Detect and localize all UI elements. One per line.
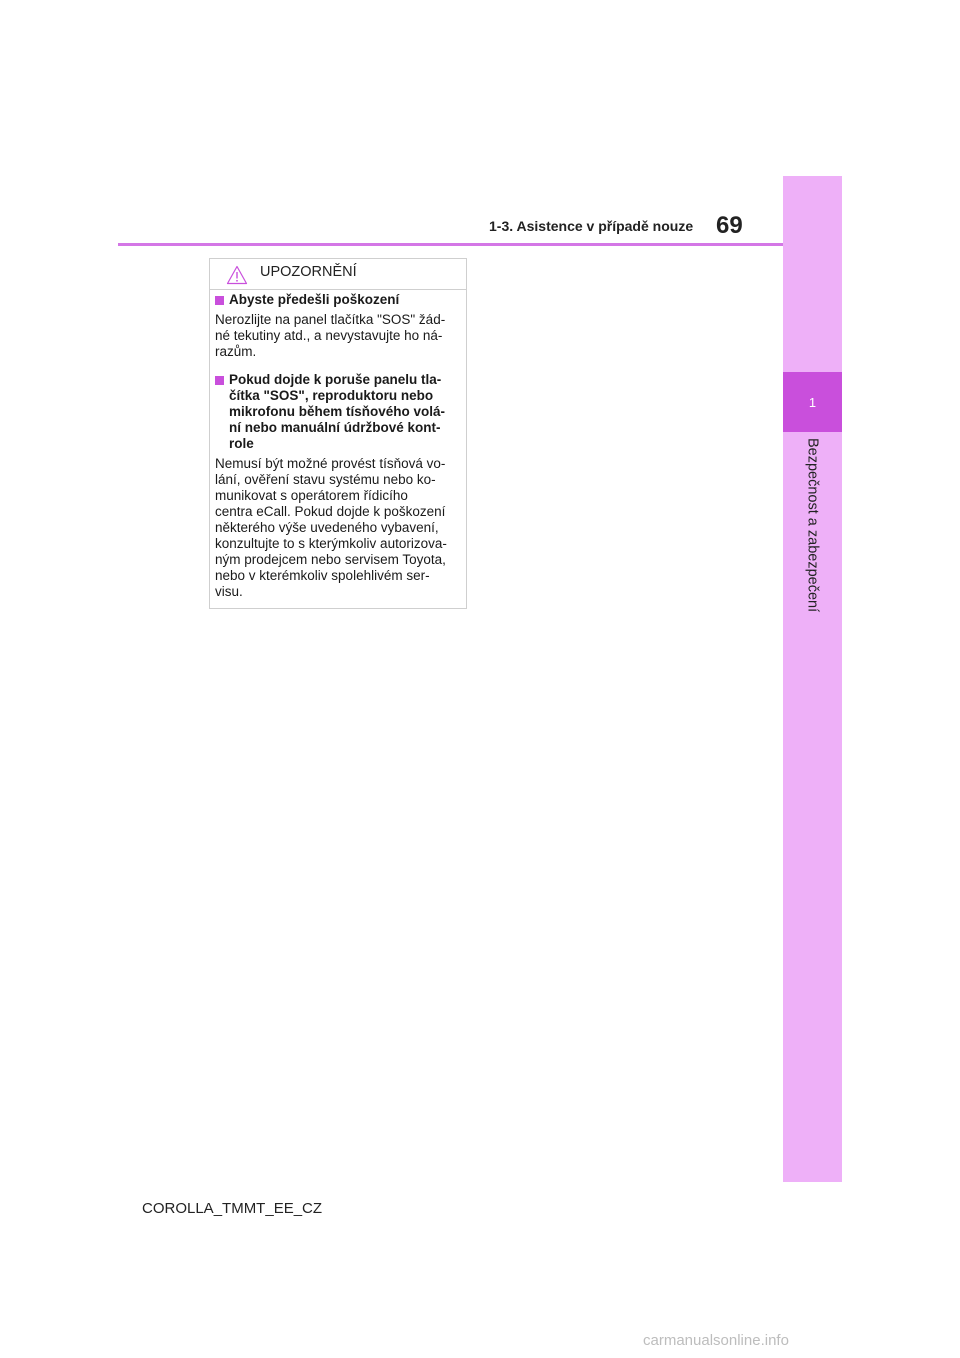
bullet-square-icon [215, 376, 224, 385]
watermark: carmanualsonline.info [643, 1332, 789, 1349]
warning-header [210, 259, 466, 290]
warning-box [209, 258, 467, 609]
side-tab [783, 176, 842, 1182]
warning-section-malfunction [215, 372, 465, 600]
chapter-number-block [783, 372, 842, 432]
warning-title: UPOZORNĚNÍ [260, 264, 357, 280]
section-body: Nemusí být možné provést tísňová vo- lání, ověření stavu systému nebo ko- munikovat s operátorem řídicího centra eCall. Pokud dojde k poškození některého výše uvedeného vybavení, konzultujte to s kterýmkoliv autorizova- ným prodejcem nebo servisem Toyota, nebo v kterémkoliv spolehlivém ser- visu. [215, 456, 447, 599]
warning-section-damage [215, 292, 465, 360]
section-heading-text: Pokud dojde k poruše panelu tla- čítka "SOS", reproduktoru nebo mikrofonu během tísňového volá- ní nebo manuální údržbové kont- role [229, 372, 446, 451]
page-number: 69 [716, 212, 743, 239]
bullet-square-icon [215, 296, 224, 305]
warning-triangle-icon [226, 265, 248, 285]
section-body: Nerozlijte na panel tlačítka "SOS" žád- né tekutiny atd., a nevystavujte ho ná- razům. [215, 312, 446, 359]
chapter-title-wrap [783, 438, 842, 638]
section-heading [215, 372, 465, 452]
chapter-number: 1 [808, 394, 817, 410]
header-rule [118, 243, 783, 246]
section-heading [215, 292, 465, 308]
section-title: 1-3. Asistence v případě nouze [489, 218, 694, 234]
chapter-title: Bezpečnost a zabezpečení [804, 438, 821, 613]
model-code: COROLLA_TMMT_EE_CZ [142, 1200, 323, 1217]
section-heading-text: Abyste předešli poškození [229, 292, 400, 307]
